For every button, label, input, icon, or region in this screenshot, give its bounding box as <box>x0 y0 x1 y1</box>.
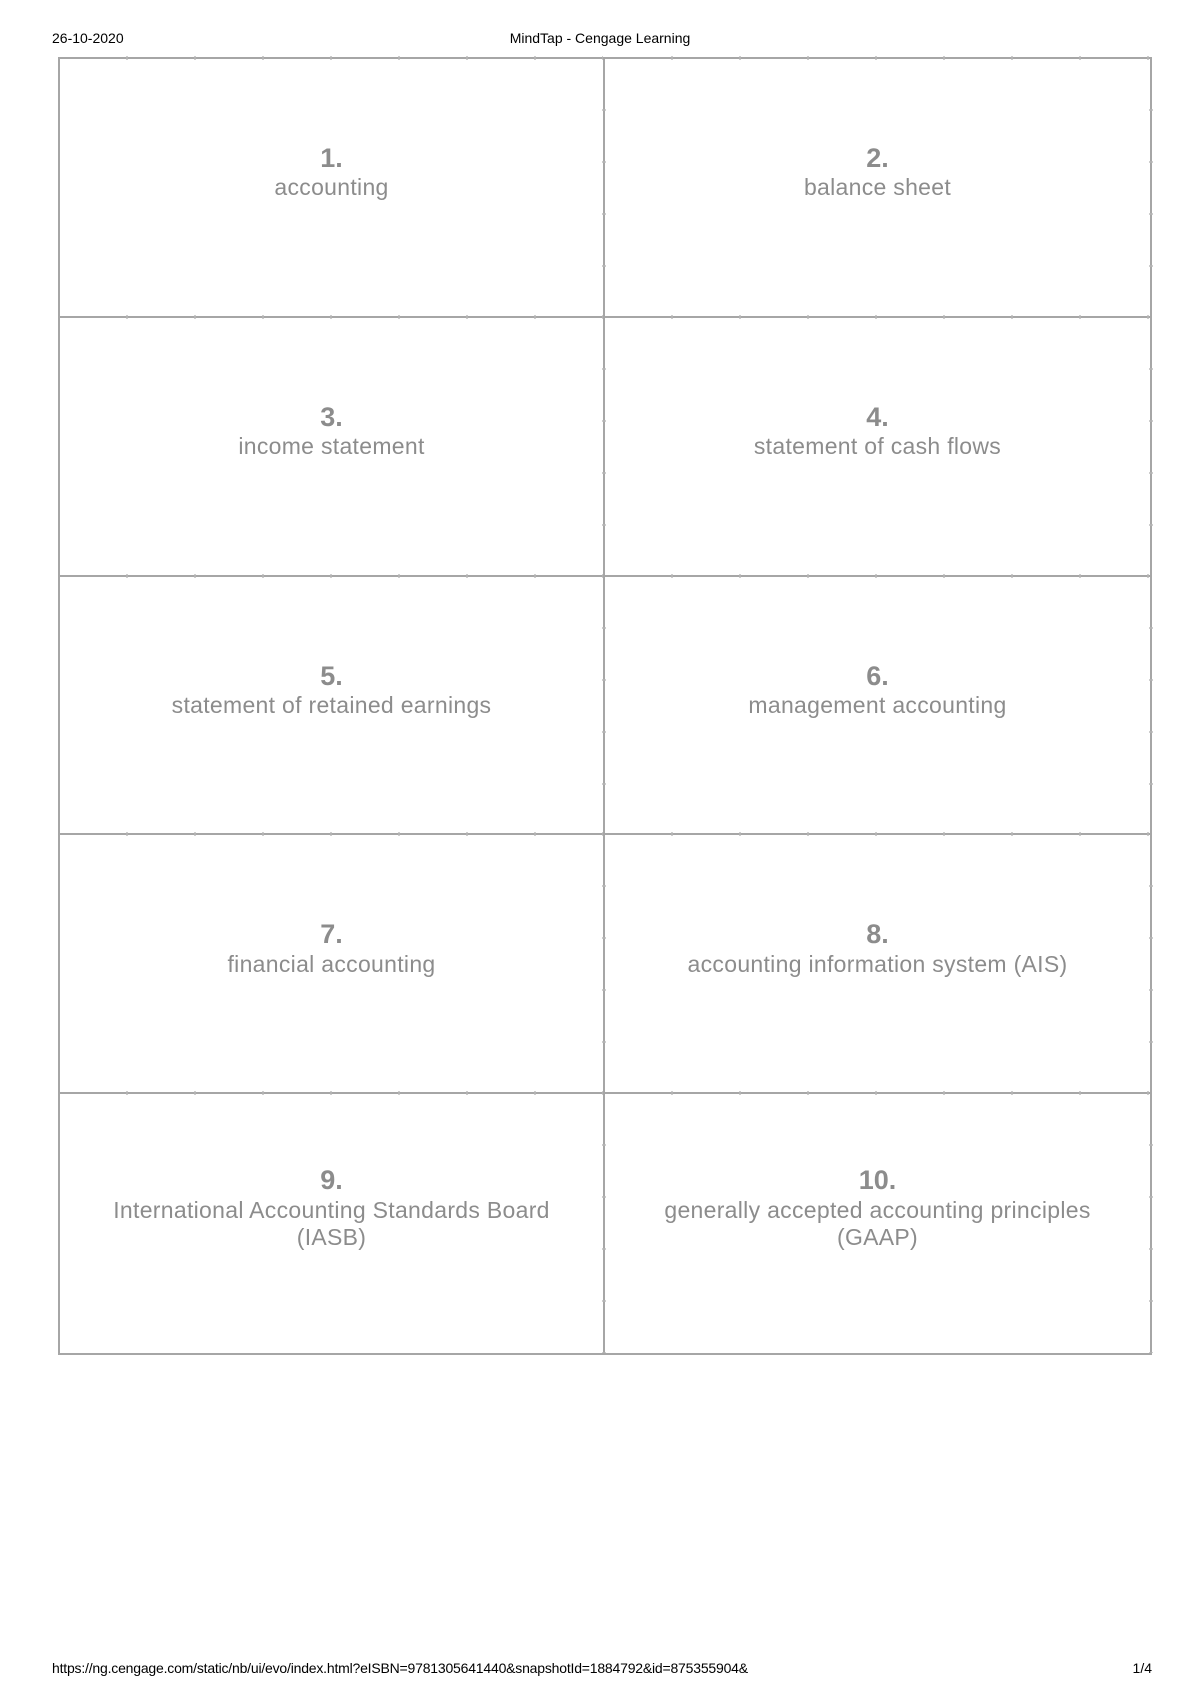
flashcard-5[interactable] <box>60 577 605 836</box>
card-term: management accounting <box>748 691 1007 718</box>
card-number: 2. <box>866 143 889 174</box>
page-number: 1/4 <box>1132 1660 1152 1676</box>
card-term: accounting <box>274 174 389 201</box>
card-term: generally accepted accounting principles (GAAP) <box>664 1196 1091 1251</box>
flashcard-10[interactable] <box>605 1094 1150 1353</box>
flashcard-8[interactable] <box>605 835 1150 1094</box>
card-number: 5. <box>320 660 343 691</box>
card-number: 8. <box>866 919 889 950</box>
card-number: 10. <box>858 1165 897 1196</box>
card-number: 4. <box>866 401 889 432</box>
card-term: statement of cash flows <box>753 432 1002 459</box>
print-date: 26-10-2020 <box>52 30 124 46</box>
card-number: 6. <box>866 660 889 691</box>
flashcard-grid <box>58 57 1152 1355</box>
flashcard-1[interactable] <box>60 59 605 318</box>
flashcard-6[interactable] <box>605 577 1150 836</box>
flashcard-2[interactable] <box>605 59 1150 318</box>
card-number: 1. <box>320 143 343 174</box>
card-term: financial accounting <box>227 950 436 977</box>
card-term: income statement <box>238 432 425 459</box>
flashcard-4[interactable] <box>605 318 1150 577</box>
card-term: International Accounting Standards Board (IASB) <box>113 1196 550 1251</box>
flashcard-9[interactable] <box>60 1094 605 1353</box>
card-term: statement of retained earnings <box>171 691 492 718</box>
card-number: 9. <box>320 1165 343 1196</box>
card-number: 3. <box>320 401 343 432</box>
card-term: accounting information system (AIS) <box>687 950 1068 977</box>
flashcard-3[interactable] <box>60 318 605 577</box>
flashcard-7[interactable] <box>60 835 605 1094</box>
page-url: https://ng.cengage.com/static/nb/ui/evo/index.html?eISBN=9781305641440&snapshotId=1884792&id=875355904& <box>52 1660 748 1676</box>
card-number: 7. <box>320 919 343 950</box>
card-term: balance sheet <box>803 174 952 201</box>
page-title: MindTap - Cengage Learning <box>509 30 691 46</box>
